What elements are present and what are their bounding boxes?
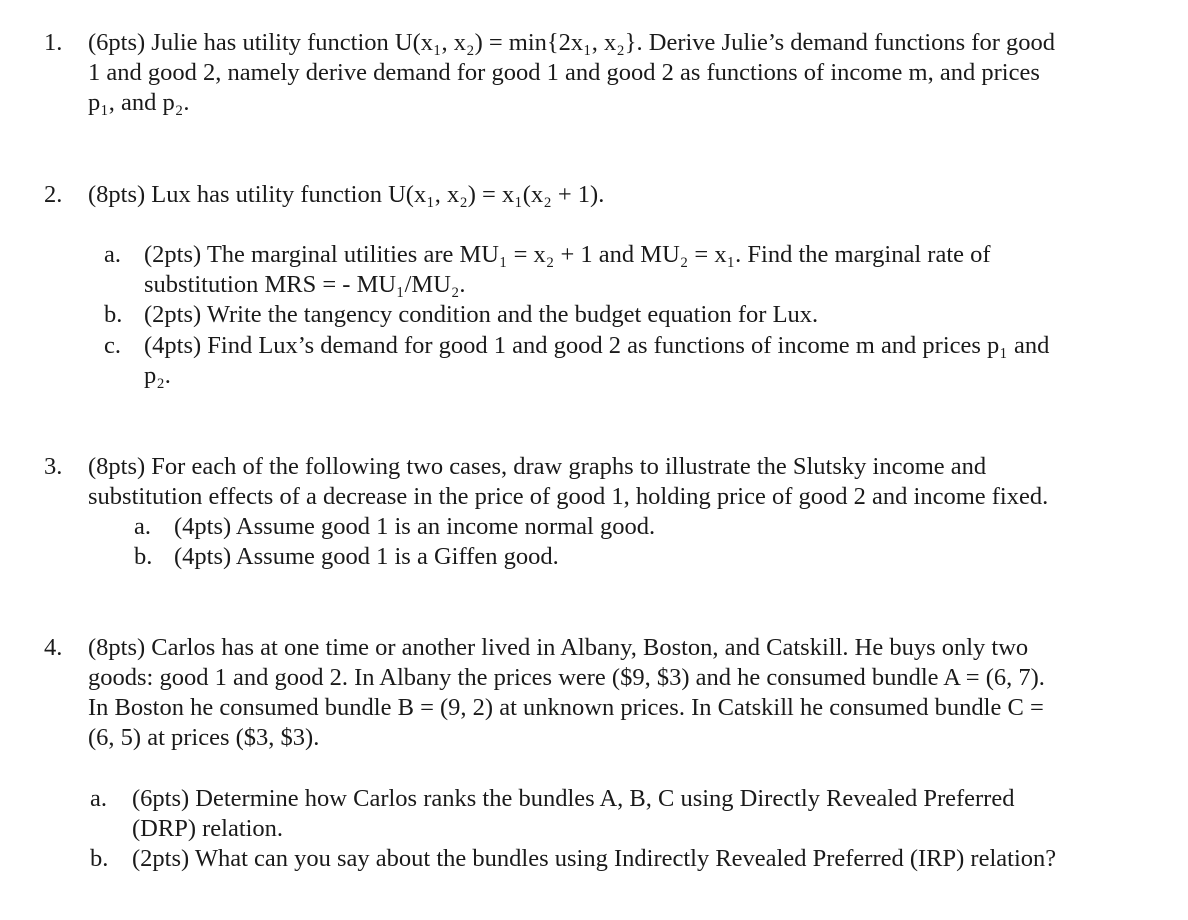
question-number: 4. — [44, 634, 63, 661]
question-text — [88, 180, 1148, 210]
part-text — [144, 300, 1144, 330]
question-text — [88, 633, 1148, 753]
text-line: (4pts) Assume good 1 is an income normal good. — [174, 513, 656, 540]
text-line: substitution effects of a decrease in the price of good 1, holding price of good 2 and income fixed. — [88, 483, 1049, 510]
text-line: In Boston he consumed bundle B = (9, 2) at unknown prices. In Catskill he consumed bundle C = — [88, 694, 1044, 721]
part-text — [144, 240, 1144, 300]
text-line: goods: good 1 and good 2. In Albany the prices were ($9, $3) and he consumed bundle A = (6, 7). — [88, 664, 1045, 691]
part-letter: a. — [134, 513, 151, 540]
text-line: (8pts) Lux has utility function U(x₁, x₂) = x₁(x₂ + 1). — [88, 181, 605, 208]
question-number: 1. — [44, 29, 63, 56]
part-text — [144, 331, 1144, 391]
question-text — [88, 28, 1148, 118]
text-line: (6pts) Determine how Carlos ranks the bundles A, B, C using Directly Revealed Preferred — [132, 785, 1015, 812]
text-line: p₂. — [144, 362, 171, 389]
part-text — [132, 844, 1172, 874]
text-line: (6, 5) at prices ($3, $3). — [88, 724, 320, 751]
text-line: (8pts) Carlos has at one time or another lived in Albany, Boston, and Catskill. He buys only two — [88, 634, 1029, 661]
text-line: (2pts) What can you say about the bundles using Indirectly Revealed Preferred (IRP) relation? — [132, 845, 1057, 872]
question-number: 2. — [44, 181, 63, 208]
text-line: (6pts) Julie has utility function U(x₁, x₂) = min{2x₁, x₂}. Derive Julie’s demand functions for good — [88, 29, 1055, 56]
text-line: (DRP) relation. — [132, 815, 284, 842]
part-letter: b. — [134, 543, 153, 570]
text-line: (2pts) Write the tangency condition and the budget equation for Lux. — [144, 301, 819, 328]
part-letter: a. — [90, 785, 107, 812]
question-number: 3. — [44, 453, 63, 480]
text-line: substitution MRS = - MU₁/MU₂. — [144, 271, 466, 298]
text-line: p₁, and p₂. — [88, 89, 190, 116]
text-line: (4pts) Assume good 1 is a Giffen good. — [174, 543, 559, 570]
text-line: 1 and good 2, namely derive demand for good 1 and good 2 as functions of income m, and prices — [88, 59, 1040, 86]
part-text — [132, 784, 1172, 844]
part-letter: a. — [104, 241, 121, 268]
question-text — [88, 452, 1148, 512]
part-letter: b. — [90, 845, 109, 872]
part-letter: c. — [104, 332, 121, 359]
part-text — [174, 542, 1154, 572]
text-line: (8pts) For each of the following two cases, draw graphs to illustrate the Slutsky income and — [88, 453, 987, 480]
part-letter: b. — [104, 301, 123, 328]
part-text — [174, 512, 1154, 542]
text-line: (2pts) The marginal utilities are MU₁ = x₂ + 1 and MU₂ = x₁. Find the marginal rate of — [144, 241, 991, 268]
text-line: (4pts) Find Lux’s demand for good 1 and good 2 as functions of income m and prices p₁ and — [144, 332, 1050, 359]
